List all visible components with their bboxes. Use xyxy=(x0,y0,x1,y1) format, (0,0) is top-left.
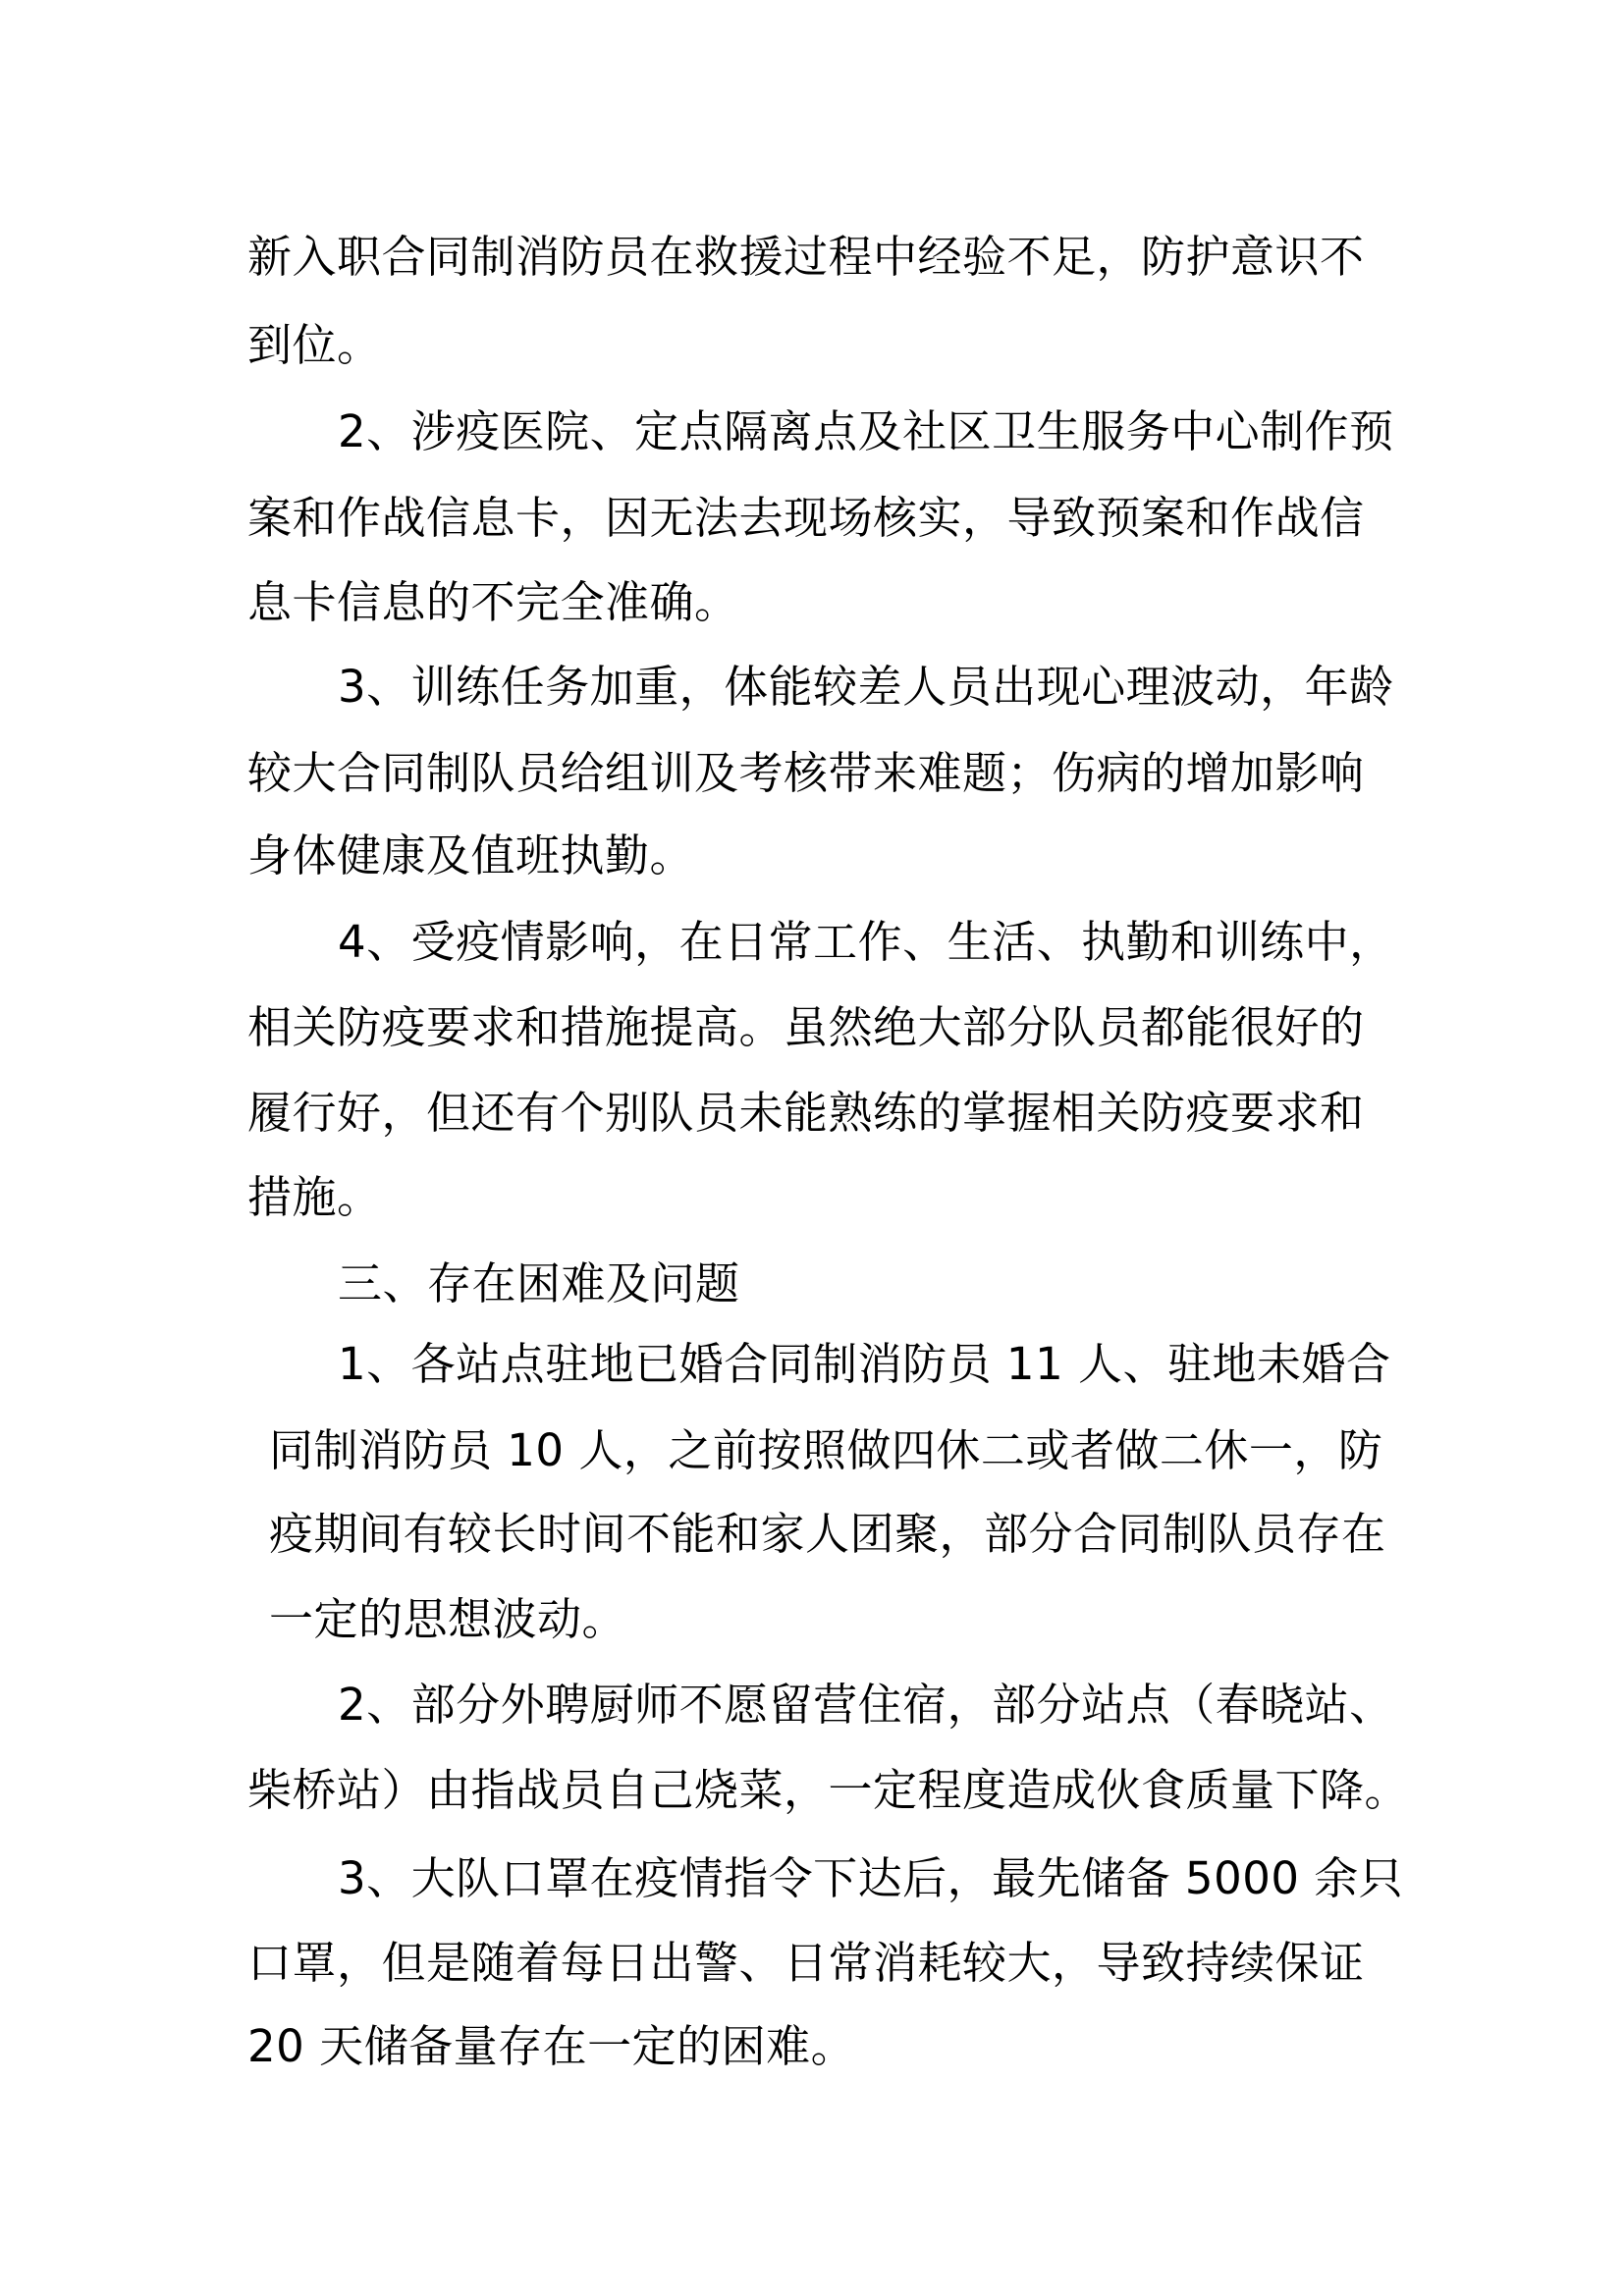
text-line: 新入职合同制消防员在救援过程中经验不足，防护意识不 xyxy=(247,231,1365,283)
text-line: 20 天储备量存在一定的困难。 xyxy=(247,2020,856,2072)
text-line: 同制消防员 10 人，之前按照做四休二或者做二休一，防 xyxy=(269,1424,1383,1476)
text-line: 到位。 xyxy=(247,319,382,371)
text-line: 身体健康及值班执勤。 xyxy=(247,829,695,881)
text-line: 一定的思想波动。 xyxy=(269,1593,627,1645)
text-line: 1、各站点驻地已婚合同制消防员 11 人、驻地未婚合 xyxy=(338,1338,1391,1390)
text-line: 案和作战信息卡，因无法去现场核实，导致预案和作战信 xyxy=(247,492,1365,544)
text-line: 3、训练任务加重，体能较差人员出现心理波动，年龄 xyxy=(338,661,1394,713)
text-line: 相关防疫要求和措施提高。虽然绝大部分队员都能很好的 xyxy=(247,1001,1365,1053)
text-line: 3、大队口罩在疫情指令下达后，最先储备 5000 余只 xyxy=(338,1852,1404,1904)
text-line: 2、部分外聘厨师不愿留营住宿，部分站点（春晓站、 xyxy=(338,1679,1394,1731)
text-line: 2、涉疫医院、定点隔离点及社区卫生服务中心制作预 xyxy=(338,405,1394,457)
text-line: 息卡信息的不完全准确。 xyxy=(247,576,739,628)
text-line: 较大合同制队员给组训及考核带来难题；伤病的增加影响 xyxy=(247,747,1365,799)
text-line: 措施。 xyxy=(247,1171,382,1223)
heading-line: 三、存在困难及问题 xyxy=(338,1257,740,1309)
text-line: 4、受疫情影响，在日常工作、生活、执勤和训练中， xyxy=(338,916,1394,968)
text-line: 口罩，但是随着每日出警、日常消耗较大，导致持续保证 xyxy=(247,1937,1365,1989)
text-line: 疫期间有较长时间不能和家人团聚，部分合同制队员存在 xyxy=(269,1508,1386,1560)
text-line: 履行好，但还有个别队员未能熟练的掌握相关防疫要求和 xyxy=(247,1087,1365,1139)
text-line: 柴桥站）由指战员自己烧菜，一定程度造成伙食质量下降。 xyxy=(247,1764,1410,1816)
